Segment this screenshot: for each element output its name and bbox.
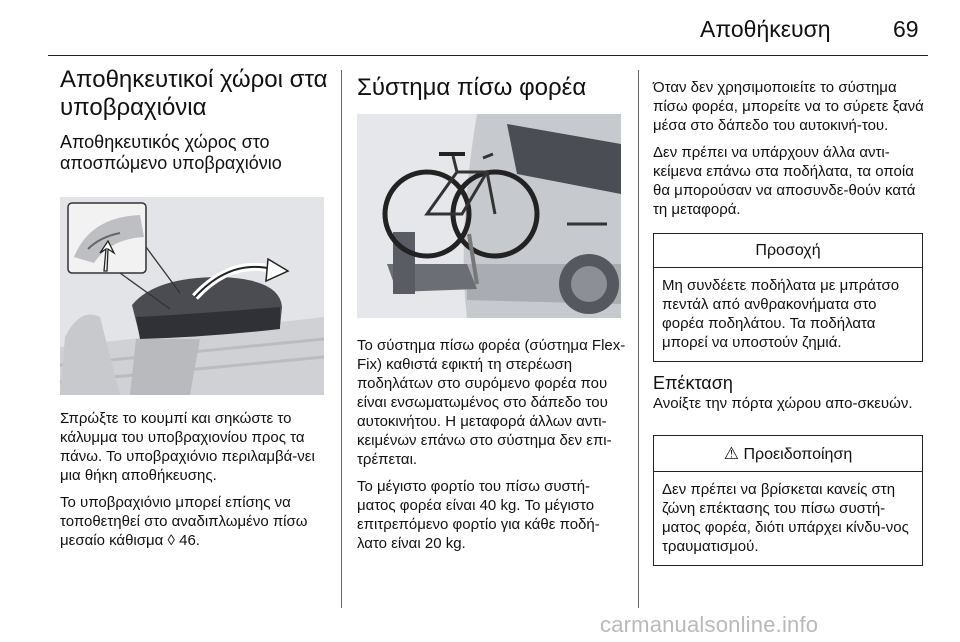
armrest-position-text: Το υποβραχιόνιο μπορεί επίσης να τοποθετηθεί στο αναδιπλωμένο πίσω μεσαίο κάθισμα (60, 494, 308, 549)
page-header-title: Αποθήκευση (700, 16, 831, 42)
bicycle-carrier-drawing (357, 114, 621, 318)
page-number: 69 (893, 16, 919, 42)
warning-title: Προειδοποίηση (743, 446, 853, 463)
column-rear-carrier (357, 74, 627, 553)
carrier-description: Το σύστημα πίσω φορέα (σύστημα Flex-Fix) καθιστά εφικτή τη στερέωση ποδηλάτων στο συρόμενο φορέα που είναι ενσωματωμένος στο δάπεδο του αυτοκινήτου. Η μεταφορά άλλων αντι-κειμένων επάνω στο σύστημα δεν επι-τρέπεται. (357, 337, 626, 468)
header-rule (48, 55, 928, 56)
column-divider-left (341, 70, 342, 608)
armrest-position-note (60, 493, 330, 550)
carrier-loose-objects-note: Δεν πρέπει να υπάρχουν άλλα αντι-κείμενα επάνω στα ποδήλατα, τα οποία θα μπορούσαν να αποσυνδε-θούν κατά τη μεταφορά. (653, 144, 916, 218)
page-reference-number: 46. (179, 532, 200, 549)
bicycle-carrier-illustration (357, 114, 621, 318)
armrest-drawing (60, 197, 324, 395)
armrest-instruction: Σπρώξτε το κουμπί και σηκώστε το κάλυμμα του υποβραχιονίου προς τα πάνω. Το υποβραχιόνιο περιλαμβά-νει μια θήκη αποθήκευσης. (60, 410, 315, 484)
watermark: carmanualsonline.info (600, 612, 819, 637)
column-armrest (60, 66, 330, 550)
caution-title: Προσοχή (654, 234, 922, 268)
column-carrier-usage (653, 78, 925, 219)
extension-instruction: Ανοίξτε την πόρτα χώρου απο-σκευών. (653, 395, 913, 412)
section-heading-rear-carrier: Σύστημα πίσω φορέα (357, 74, 587, 101)
subheading-removable-armrest: Αποθηκευτικός χώρος στο αποσπώμενο υποβραχιόνιο (60, 132, 282, 173)
page-reference-icon: ◊ (167, 532, 175, 549)
armrest-illustration (60, 197, 324, 395)
warning-text: Δεν πρέπει να βρίσκεται κανείς στη ζώνη επέκτασης του πίσω συστή-ματος φορέα, διότι υπάρχει κίνδυ-νος τραυματισμού. (662, 481, 909, 555)
caution-box (653, 233, 923, 362)
warning-header (654, 436, 922, 472)
carrier-load-limits: Το μέγιστο φορτίο του πίσω συστή-ματος φορέα είναι 40 kg. Το μέγιστο επιτρεπόμενο φορτίο για κάθε ποδή-λατο είναι 20 kg. (357, 478, 600, 552)
column-divider-right (638, 70, 639, 608)
extension-section (653, 372, 925, 413)
carrier-retract-note: Όταν δεν χρησιμοποιείτε το σύστημα πίσω φορέα, μπορείτε να το σύρετε ξανά μέσα στο δάπεδο του αυτοκινή-του. (653, 79, 924, 134)
section-heading-armrest-storage: Αποθηκευτικοί χώροι στα υποβραχιόνια (60, 66, 328, 121)
warning-icon: ⚠ (723, 444, 740, 463)
warning-box (653, 435, 923, 566)
extension-heading: Επέκταση (653, 373, 733, 393)
caution-text: Μη συνδέετε ποδήλατα με μπράτσο πεντάλ από ανθρακονήματα στο φορέα ποδηλάτου. Τα ποδήλατα μπορεί να υποστούν ζημιά. (662, 277, 900, 351)
